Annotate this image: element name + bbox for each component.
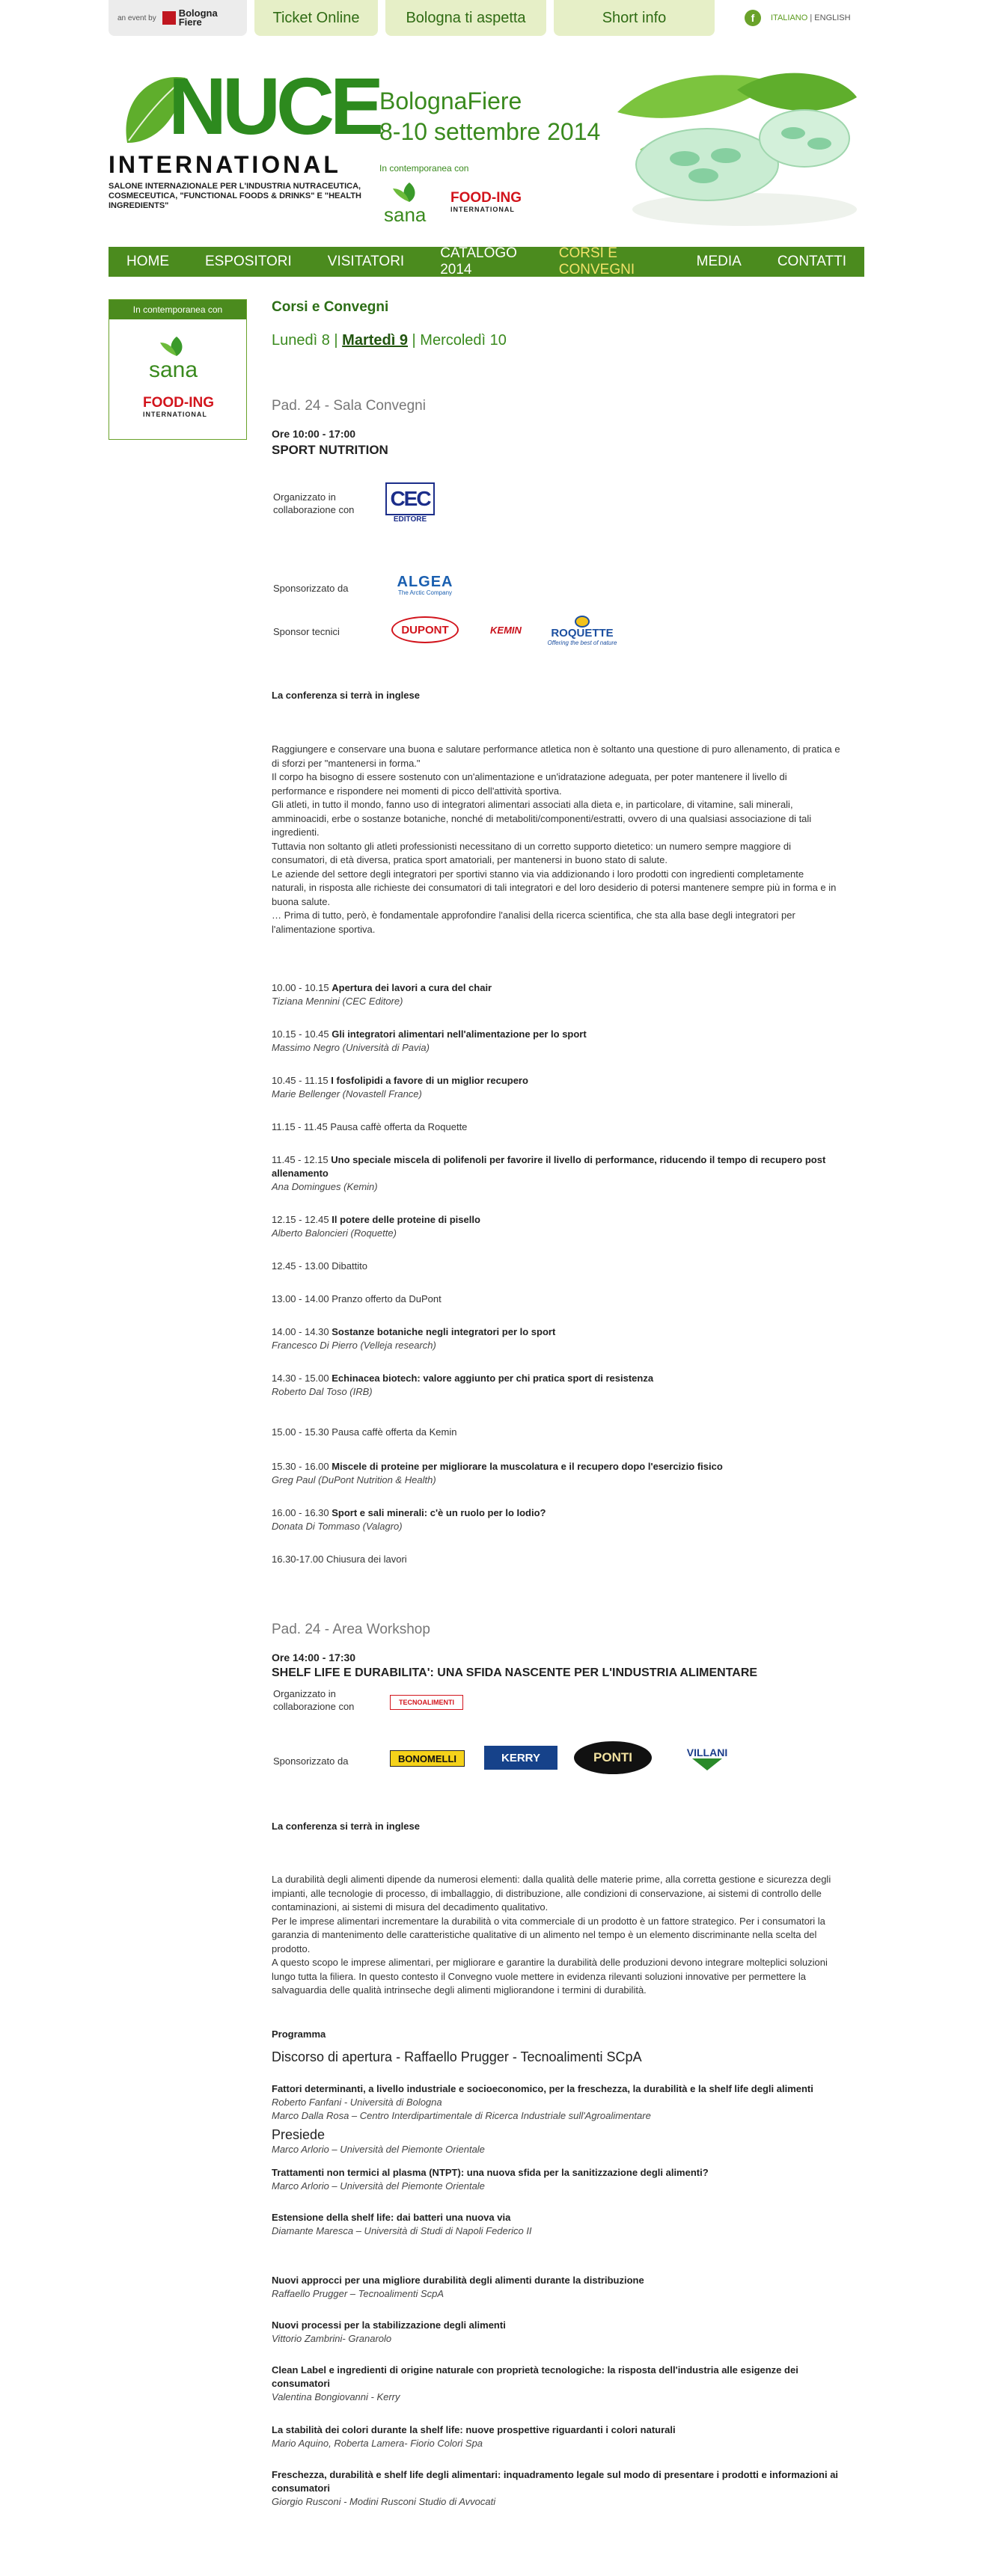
program-item: 15.30 - 16.00 Miscele di proteine per migliorare la muscolatura e il recupero dopo l'esercizio fisico Greg Paul (DuPont Nutrition & Health) — [272, 1461, 723, 1485]
nav-contatti[interactable]: CONTATTI — [777, 254, 846, 269]
session1-para: Tuttavia non soltanto gli atleti professionisti necessitano di un corretto supporto dietetico: un numero sempre maggiore di consumatori, di età diversa, pratica sport amatoriali, per mantenersi in buono stato di salute. — [272, 840, 791, 865]
event-by-box[interactable] — [109, 0, 247, 36]
session1-sponsored-label: Sponsorizzato da — [273, 583, 349, 594]
venue-title: BolognaFiere — [379, 88, 522, 114]
session1-para: Le aziende del settore degli integratori per sportivi stanno via via addizionando i loro prodotti con ingredienti completamente naturali, in risposta alle richieste dei consumatori di tali integratori e del loro desiderio di potersi mantenere sempre più in forma e in buona salute. — [272, 868, 837, 907]
session2-time: Ore 14:00 - 17:30 — [272, 1652, 356, 1663]
facebook-icon[interactable]: f — [745, 10, 761, 26]
program-item: 12.45 - 13.00 Dibattito — [272, 1260, 367, 1272]
program-item: 13.00 - 14.00 Pranzo offerto da DuPont — [272, 1293, 442, 1304]
day-link-mercoledi[interactable]: Mercoledì 10 — [420, 332, 507, 349]
roquette-sun-icon — [575, 616, 590, 628]
kerry-logo[interactable]: KERRY — [484, 1746, 557, 1770]
nav-visitatori[interactable]: VISITATORI — [327, 254, 405, 269]
nav-home[interactable]: HOME — [126, 254, 169, 269]
program-item: 10.00 - 10.15 Apertura dei lavori a cura del chair Tiziana Mennini (CEC Editore) — [272, 982, 492, 1007]
sana-logo-text: sana — [384, 203, 427, 224]
dupont-logo[interactable]: DUPONT — [391, 616, 459, 643]
bolognafiere-logo: Bologna Fiere — [162, 9, 216, 27]
program-item: Estensione della shelf life: dai batteri una nuova via Diamante Maresca – Università di Studi di Napoli Federico II — [272, 2212, 532, 2236]
program-item: 12.15 - 12.45 Il potere delle proteine di pisello Alberto Baloncieri (Roquette) — [272, 1214, 480, 1239]
session1-organized-label: Organizzato in collaborazione con — [273, 491, 355, 515]
program-item: Fattori determinanti, a livello industriale e socioeconomico, per la freschezza, la durabilità e la shelf life degli alimenti Roberto Fanfani - Università di Bologna Marco Dalla Rosa – Centro Interdipartimentale di Ricerca Industriale sull'Agroalimentare — [272, 2083, 813, 2121]
program-item: Presiede Marco Arlorio – Università del Piemonte Orientale — [272, 2127, 485, 2155]
program-item: 16.00 - 16.30 Sport e sali minerali: c'è un ruolo per lo Iodio? Donata Di Tommaso (Valagro) — [272, 1507, 546, 1532]
program-item: 11.15 - 11.45 Pausa caffè offerta da Roquette — [272, 1121, 468, 1132]
hero-tablets-image — [595, 67, 864, 232]
sana-leaf-icon — [143, 334, 210, 380]
sana-leaf-icon — [379, 180, 439, 224]
tab-ticket-online[interactable]: Ticket Online — [254, 0, 378, 36]
sana-logo[interactable] — [379, 180, 439, 224]
nav-corsi-convegni[interactable]: CORSI E CONVEGNI — [558, 245, 635, 277]
kemin-logo[interactable]: KEMIN — [490, 624, 522, 636]
sidebar-sana-logo[interactable] — [143, 334, 210, 380]
fooding-logo[interactable] — [450, 191, 522, 221]
nav-media[interactable]: MEDIA — [696, 254, 742, 269]
session2-description — [272, 1873, 840, 1998]
language-switcher: ITALIANO | ENGLISH — [771, 13, 851, 22]
day-link-martedi[interactable]: Martedì 9 — [342, 332, 408, 349]
sidebar-sana-text: sana — [149, 358, 198, 380]
session2-language-note: La conferenza si terrà in inglese — [272, 1821, 420, 1832]
program-item: 10.45 - 11.15 I fosfolipidi a favore di un miglior recupero Marie Bellenger (Novastell France) — [272, 1075, 528, 1100]
roquette-logo[interactable]: ROQUETTE Offering the best of nature — [541, 612, 623, 649]
session1-para: … Prima di tutto, però, è fondamentale approfondire l'analisi della ricerca scientifica, che sta alla base degli integratori per l'alimentazione sportiva. — [272, 910, 795, 935]
program-item: La stabilità dei colori durante la shelf life: nuove prospettive riguardanti i colori naturali Mario Aquino, Roberta Lamera- Fiorio Colori Spa — [272, 2424, 676, 2449]
session1-para: Raggiungere e conservare una buona e salutare performance atletica non è soltanto una questione di puro allenamento, di pratica e di sforzi per "mantenersi in forma." — [272, 743, 840, 769]
ponti-logo[interactable]: PONTI — [574, 1741, 652, 1774]
session1-para: Gli atleti, in tutto il mondo, fanno uso di integratori alimentari associati alla dieta e, in particolare, di vitamine, sali minerali, amminoacidi, erbe o sostanze botaniche, nonché di metaboliti/componenti/estratti, ovvero di una qualsiasi associazione di tali ingredienti. — [272, 799, 812, 838]
sidebar-partners — [109, 299, 247, 440]
session1-hall: Pad. 24 - Sala Convegni — [272, 398, 426, 414]
day-selector: Lunedì 8 | Martedì 9 | Mercoledì 10 — [272, 332, 507, 349]
program-heading: Programma — [272, 2028, 326, 2040]
program-item: 14.00 - 14.30 Sostanze botaniche negli integratori per lo sport Francesco Di Pierro (Velleja research) — [272, 1326, 556, 1351]
program-item: 16.30-17.00 Chiusura dei lavori — [272, 1554, 407, 1565]
session2-hall: Pad. 24 - Area Workshop — [272, 1622, 430, 1637]
program-item: Trattamenti non termici al plasma (NTPT): una nuova sfida per la sanitizzazione degli alimenti? Marco Arlorio – Università del Piemonte Orientale — [272, 2167, 709, 2192]
session2-topic: SHELF LIFE E DURABILITA': UNA SFIDA NASCENTE PER L'INDUSTRIA ALIMENTARE — [272, 1666, 758, 1679]
sidebar-fooding-bottom: INTERNATIONAL — [143, 411, 207, 418]
site-header — [109, 61, 864, 232]
program-item: 10.15 - 10.45 Gli integratori alimentari nell'alimentazione per lo sport Massimo Negro (Università di Pavia) — [272, 1028, 587, 1053]
nav-espositori[interactable]: ESPOSITORI — [205, 254, 292, 269]
tab-short-info[interactable]: Short info — [554, 0, 715, 36]
villani-logo[interactable]: VILLANI — [671, 1741, 743, 1776]
session1-language-note: La conferenza si terrà in inglese — [272, 690, 420, 701]
fooding-logo-top: FOOD-ING — [450, 190, 522, 206]
tecnoalimenti-logo[interactable]: TECNOALIMENTI — [390, 1695, 463, 1710]
top-bar — [109, 0, 864, 37]
program-item: 14.30 - 15.00 Echinacea biotech: valore aggiunto per chi pratica sport di resistenza Roberto Dal Toso (IRB) — [272, 1373, 654, 1397]
logo-international: INTERNATIONAL — [109, 151, 341, 178]
nav-catalogo[interactable]: CATALOGO 2014 — [440, 245, 517, 277]
session2-para: La durabilità degli alimenti dipende da numerosi elementi: dalla qualità delle materie prime, alla corretta gestione e sicurezza degli impianti, alle tecnologie di processo, di imballaggio, di distribuzione, alle condizioni di conservazione, ai sistemi di controllo delle contaminazioni, ai sistemi di misura del decadimento qualitativo. — [272, 1874, 831, 1913]
session1-description — [272, 743, 840, 936]
session2-para: A questo scopo le imprese alimentari, per migliorare e garantire la durabilità delle produzioni devono integrare molteplici soluzioni lungo tutta la filiera. In questo contesto il Convegno vuole mettere in evidenza rilevanti soluzioni innovative per permettere la salvaguardia delle qualità intrinseche degli alimenti migliorandone i termini di durabilità. — [272, 1957, 828, 1996]
fooding-logo-bottom: INTERNATIONAL — [450, 206, 515, 213]
sidebar-fooding-top: FOOD-ING — [143, 395, 214, 411]
program-item: Nuovi approcci per una migliore durabilità degli alimenti durante la distribuzione Raffaello Prugger – Tecnoalimenti ScpA — [272, 2275, 644, 2299]
page-title: Corsi e Convegni — [272, 299, 389, 315]
logo-tagline: SALONE INTERNAZIONALE PER L'INDUSTRIA NUTRACEUTICA, COSMECEUTICA, "FUNCTIONAL FOODS & DRINKS" E "HEALTH INGREDIENTS" — [109, 182, 361, 210]
contemporary-label: In contemporanea con — [379, 163, 469, 174]
program-item: 15.00 - 15.30 Pausa caffè offerta da Kemin — [272, 1426, 457, 1438]
program-item: Nuovi processi per la stabilizzazione degli alimenti Vittorio Zambrini- Granarolo — [272, 2319, 506, 2344]
algea-logo[interactable]: ALGEA The Arctic Company — [397, 573, 453, 596]
lang-english-link[interactable]: ENGLISH — [814, 13, 851, 22]
day-link-lunedi[interactable]: Lunedì 8 — [272, 332, 330, 349]
villani-chevron-icon — [692, 1758, 722, 1770]
session2-para: Per le imprese alimentari incrementare la durabilità o vita commerciale di un prodotto è un fattore strategico. Per i consumatori la garanzia di mantenimento delle caratteristiche qualitative di un alimento nel tempo è un elemento discriminante nella scelta del prodotto. — [272, 1915, 825, 1954]
bonomelli-logo[interactable]: BONOMELLI — [390, 1750, 465, 1767]
event-dates: 8-10 settembre 2014 — [379, 118, 601, 145]
main-nav — [109, 247, 864, 277]
tab-bologna-ti-aspetta[interactable]: Bologna ti aspetta — [385, 0, 546, 36]
cec-editore-logo[interactable]: CEC EDITORE — [388, 473, 433, 533]
session1-time: Ore 10:00 - 17:00 — [272, 428, 356, 440]
sidebar-fooding-logo[interactable] — [143, 396, 214, 427]
lang-italiano-link[interactable]: ITALIANO — [771, 13, 808, 22]
logo-nuce[interactable]: NUCE — [168, 61, 380, 151]
bolognafiere-mark-icon — [162, 11, 176, 25]
program-item: Freschezza, durabilità e shelf life degli alimentari: inquadramento legale sul modo di presentare i prodotti e informazioni ai consumatori Giorgio Rusconi - Modini Rusconi Studio di Avvocati — [272, 2469, 839, 2507]
opening-speech: Discorso di apertura - Raffaello Prugger - Tecnoalimenti SCpA — [272, 2049, 642, 2064]
event-by-label: an event by — [117, 13, 156, 22]
session1-tech-sponsors-label: Sponsor tecnici — [273, 626, 340, 637]
program-item: 11.45 - 12.15 Uno speciale miscela di polifenoli per favorire il livello di performance, riducendo il tempo di recupero post allenamento Ana Domingues (Kemin) — [272, 1154, 826, 1192]
session1-para: Il corpo ha bisogno di essere sostenuto con un'alimentazione e un'idratazione adeguata, per poter mantenere il livello di performance e rispondere nei momenti di picco dell'attività sportiva. — [272, 771, 787, 797]
session2-sponsored-label: Sponsorizzato da — [273, 1755, 349, 1767]
sidebar-heading: In contemporanea con — [109, 300, 246, 319]
session1-topic: SPORT NUTRITION — [272, 443, 388, 457]
program-item: Clean Label e ingredienti di origine naturale con proprietà tecnologiche: la risposta dell'industria alle esigenze dei consumatori Valentina Bongiovanni - Kerry — [272, 2364, 798, 2402]
session2-organized-label: Organizzato in collaborazione con — [273, 1688, 355, 1712]
